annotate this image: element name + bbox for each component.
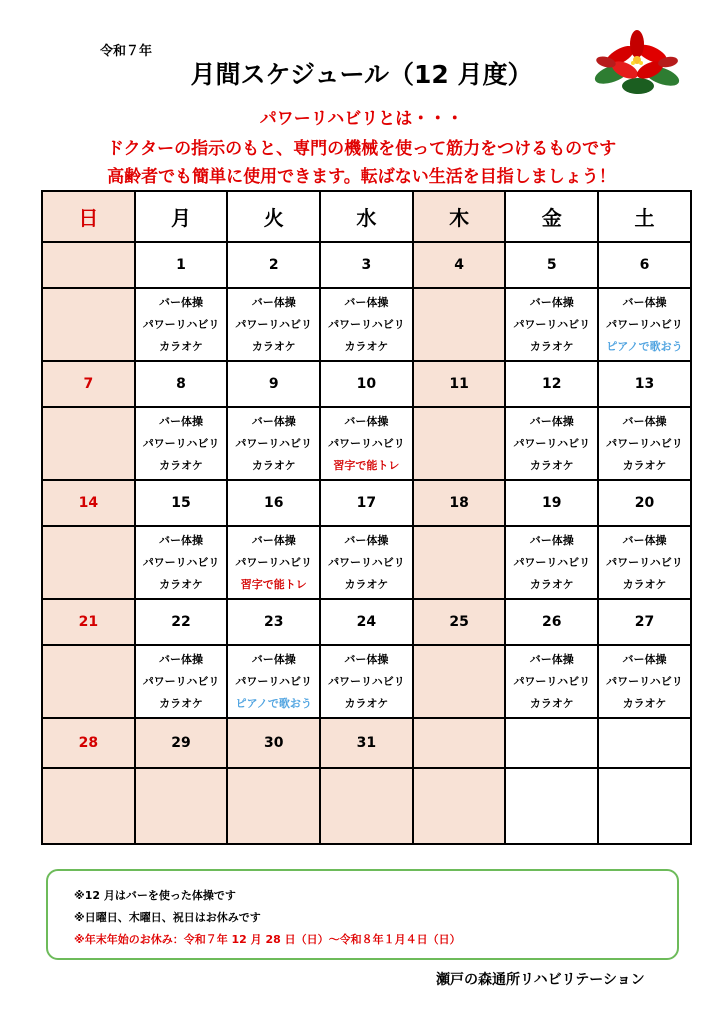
activity-item: パワーリハビリ [235,674,313,688]
activity-cell [505,288,598,361]
activity-item: カラオケ [159,339,203,353]
activity-cell [413,768,506,844]
activity-item: バー体操 [622,533,667,547]
activity-item: バー体操 [159,533,204,547]
date-cell: 24 [320,599,413,645]
activity-cell [42,288,135,361]
weekday-header: 月 [135,191,228,242]
activity-item: バー体操 [251,414,296,428]
activity-item: パワーリハビリ [235,555,313,569]
date-cell: 9 [227,361,320,407]
activity-cell [505,526,598,599]
date-cell: 15 [135,480,228,526]
date-row [42,718,691,768]
weekday-header: 日 [42,191,135,242]
date-cell: 28 [42,718,135,768]
activity-item: カラオケ [159,696,203,710]
activity-cell [135,526,228,599]
activity-item: バー体操 [529,414,574,428]
activity-item: バー体操 [529,652,574,666]
activity-item: パワーリハビリ [142,555,220,569]
date-cell: 23 [227,599,320,645]
weekday-header-row [42,191,691,242]
activity-cell [320,645,413,718]
date-cell: 17 [320,480,413,526]
date-cell: 12 [505,361,598,407]
facility-name: 瀬戸の森通所リハビリテーション [436,972,645,988]
activity-item: パワーリハビリ [606,674,683,688]
activity-item: バー体操 [251,295,296,309]
weekday-header: 水 [320,191,413,242]
activity-item: パワーリハビリ [235,317,313,331]
activity-item: カラオケ [622,696,667,710]
activity-item: パワーリハビリ [606,555,683,569]
activity-cell [598,645,691,718]
activity-row [42,288,691,361]
activity-cell [505,645,598,718]
activity-cell [42,645,135,718]
activity-row [42,526,691,599]
activity-cell [42,407,135,480]
weekday-header: 火 [227,191,320,242]
activity-item: カラオケ [251,339,296,353]
date-cell: 27 [598,599,691,645]
activity-cell [413,288,506,361]
activity-item: バー体操 [251,652,296,666]
activity-item: カラオケ [159,458,203,472]
date-row [42,361,691,407]
activity-item: パワーリハビリ [328,317,405,331]
activity-item: パワーリハビリ [606,436,683,450]
date-cell: 2 [227,242,320,288]
activity-item: パワーリハビリ [235,436,313,450]
activity-cell [598,768,691,844]
date-cell: 22 [135,599,228,645]
activity-row [42,645,691,718]
activity-cell [413,407,506,480]
activity-item: カラオケ [529,577,574,591]
activity-item: パワーリハビリ [606,317,683,331]
weekday-header: 木 [413,191,506,242]
activity-cell [227,768,320,844]
activity-item: ピアノで歌おう [235,696,312,710]
date-cell: 3 [320,242,413,288]
weekday-header: 金 [505,191,598,242]
activity-cell [227,407,320,480]
intro-line-2: ドクターの指示のもと、専門の機械を使って筋力をつけるものです [106,139,617,159]
date-cell: 31 [320,718,413,768]
activity-item: カラオケ [529,339,574,353]
activity-item: バー体操 [159,652,204,666]
date-row [42,599,691,645]
date-cell: 10 [320,361,413,407]
activity-cell [505,407,598,480]
activity-item: カラオケ [251,458,296,472]
date-cell: 18 [413,480,506,526]
intro-line-3: 高齢者でも簡単に使用できます。転ばない生活を目指しましょう！ [107,167,616,187]
date-cell: 8 [135,361,228,407]
activity-item: パワーリハビリ [328,555,405,569]
activity-item: カラオケ [622,458,667,472]
poinsettia-icon [590,30,685,98]
date-cell: 14 [42,480,135,526]
date-cell: 25 [413,599,506,645]
activity-item: バー体操 [529,295,574,309]
activity-item: カラオケ [622,577,667,591]
activity-item: バー体操 [344,533,389,547]
activity-item: カラオケ [529,696,574,710]
date-cell [598,718,691,768]
activity-item: バー体操 [344,652,389,666]
date-row [42,480,691,526]
activity-item: バー体操 [344,414,389,428]
activity-item: パワーリハビリ [513,317,591,331]
note-3: ※年末年始のお休み：令和７年 12 月 28 日（日）～令和８年１月４日（日） [74,933,461,946]
activity-cell [135,645,228,718]
era-label: 令和７年 [100,44,153,59]
date-cell: 30 [227,718,320,768]
activity-item: パワーリハビリ [513,436,591,450]
activity-item: バー体操 [622,414,667,428]
activity-item: バー体操 [251,533,296,547]
activity-item: パワーリハビリ [142,317,220,331]
schedule-calendar [41,190,692,845]
activity-item: カラオケ [159,577,203,591]
date-cell: 4 [413,242,506,288]
activity-item: パワーリハビリ [513,674,591,688]
activity-cell [227,288,320,361]
activity-item: カラオケ [344,577,389,591]
activity-cell [505,768,598,844]
activity-cell [413,645,506,718]
date-cell: 7 [42,361,135,407]
note-2: ※日曜日、木曜日、祝日はお休みです [74,911,261,924]
activity-item: パワーリハビリ [328,674,405,688]
activity-cell [227,526,320,599]
note-1: ※12 月はバーを使った体操です [74,889,236,902]
notes-box [46,869,679,960]
activity-item: パワーリハビリ [142,436,220,450]
activity-cell [598,407,691,480]
activity-cell [42,768,135,844]
activity-item: バー体操 [622,295,667,309]
date-cell: 20 [598,480,691,526]
date-cell [42,242,135,288]
activity-cell [413,526,506,599]
page-title: 月間スケジュール（12 月度） [190,60,533,89]
date-cell: 21 [42,599,135,645]
activity-item: ピアノで歌おう [606,339,683,353]
date-cell: 1 [135,242,228,288]
activity-item: カラオケ [344,696,389,710]
date-cell [413,718,506,768]
date-cell: 29 [135,718,228,768]
date-row [42,242,691,288]
activity-cell [320,288,413,361]
activity-item: バー体操 [529,533,574,547]
date-cell: 11 [413,361,506,407]
activity-item: バー体操 [622,652,667,666]
activity-item: 習字で能トレ [240,577,307,591]
date-cell: 6 [598,242,691,288]
activity-item: カラオケ [344,339,389,353]
activity-item: カラオケ [529,458,574,472]
activity-cell [135,768,228,844]
activity-cell [135,407,228,480]
activity-item: パワーリハビリ [142,674,220,688]
activity-cell [320,768,413,844]
activity-cell [598,526,691,599]
activity-item: パワーリハビリ [328,436,405,450]
activity-item: 習字で能トレ [333,458,400,472]
activity-cell [227,645,320,718]
date-cell: 26 [505,599,598,645]
date-cell: 5 [505,242,598,288]
date-cell: 19 [505,480,598,526]
activity-cell [598,288,691,361]
activity-item: バー体操 [159,295,204,309]
activity-row [42,407,691,480]
intro-line-1: パワーリハビリとは・・・ [259,109,464,129]
activity-item: バー体操 [159,414,204,428]
date-cell: 16 [227,480,320,526]
activity-row [42,768,691,844]
activity-cell [320,526,413,599]
weekday-header: 土 [598,191,691,242]
activity-cell [320,407,413,480]
activity-item: パワーリハビリ [513,555,591,569]
activity-cell [135,288,228,361]
date-cell: 13 [598,361,691,407]
date-cell [505,718,598,768]
activity-item: バー体操 [344,295,389,309]
activity-cell [42,526,135,599]
